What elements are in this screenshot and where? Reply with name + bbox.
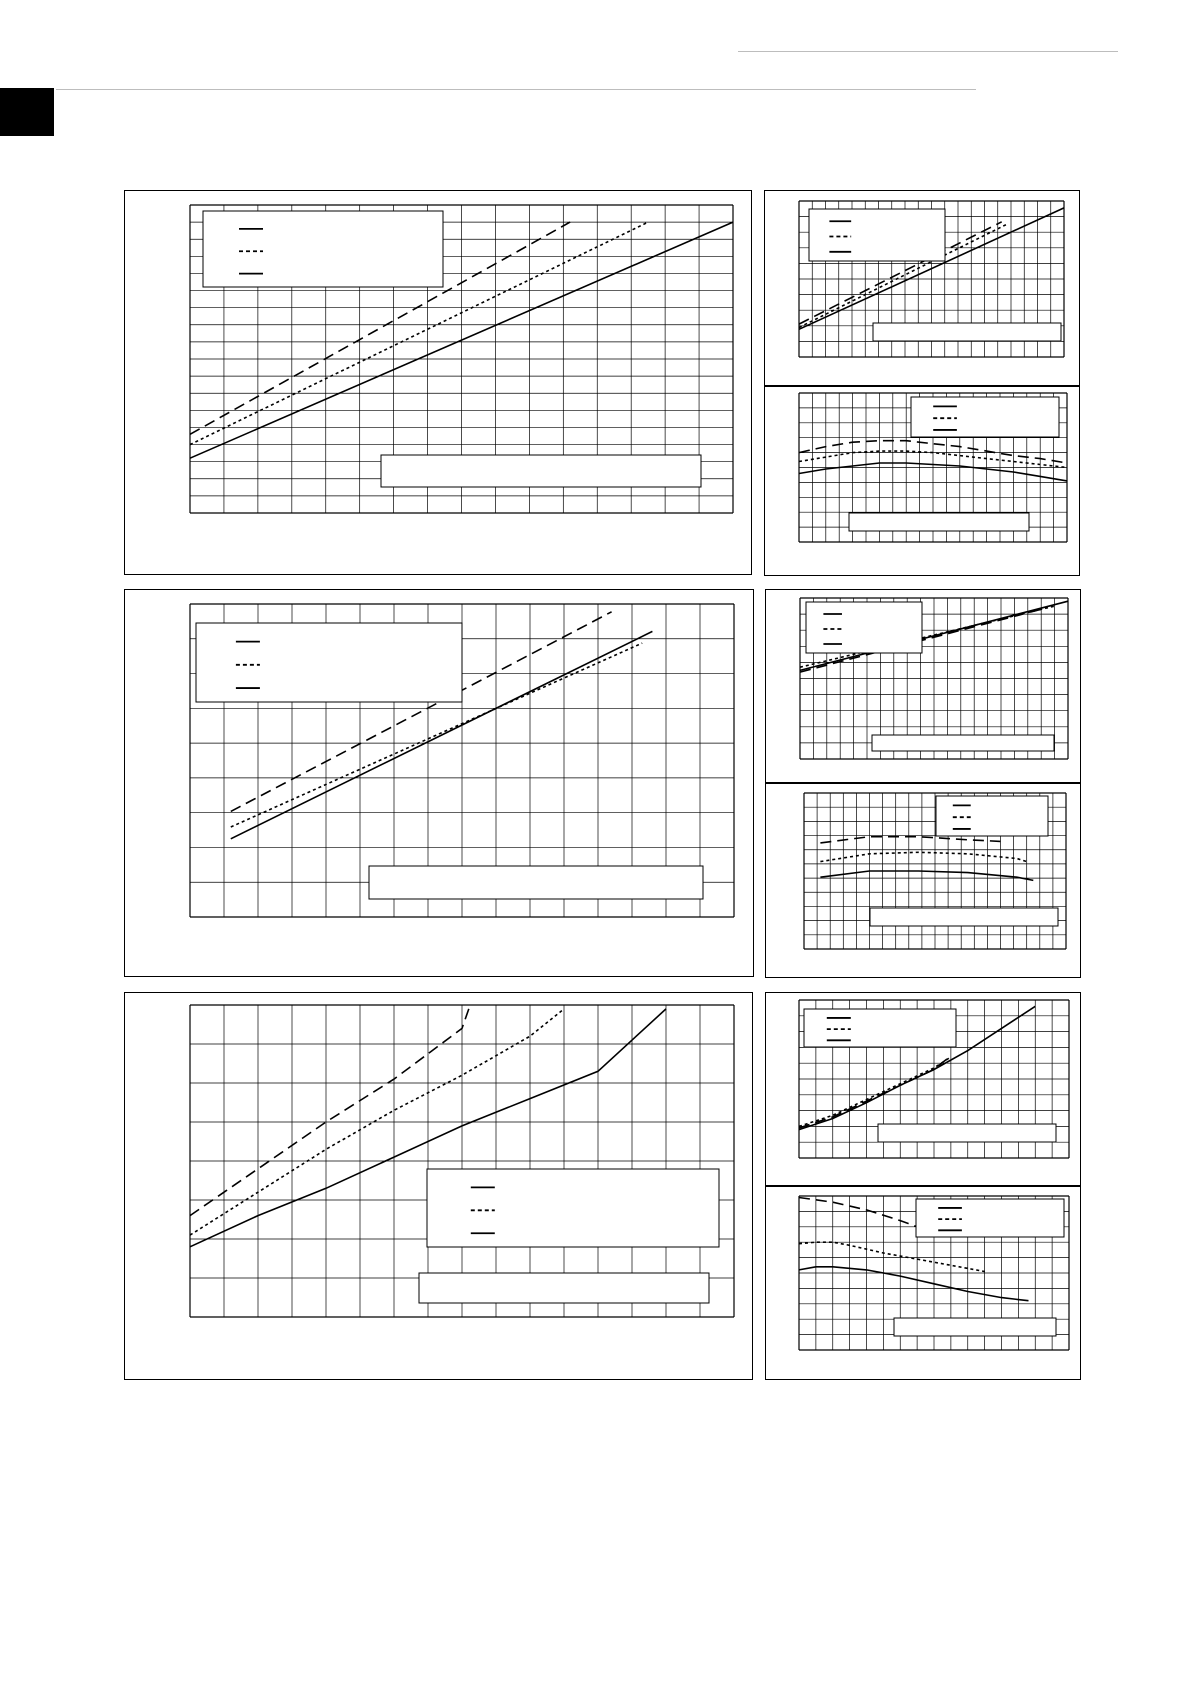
gridlines (190, 1005, 734, 1317)
legend-box (916, 1199, 1064, 1237)
series-line-dashed (799, 1059, 948, 1129)
series-line-dashed (820, 837, 1000, 843)
legend (804, 1009, 956, 1047)
caption-box (369, 866, 703, 899)
legend-box (806, 602, 922, 653)
chart-panel-4 (124, 589, 754, 977)
legend (936, 796, 1048, 836)
legend (203, 211, 443, 287)
caption-box (873, 323, 1061, 341)
legend-box (427, 1169, 719, 1247)
chart-panel-9 (765, 1186, 1081, 1380)
caption-box (849, 513, 1029, 531)
chart-panel-2 (764, 190, 1080, 386)
legend-box (804, 1009, 956, 1047)
header-rule-top (738, 51, 1118, 52)
chart-panel-8 (765, 992, 1081, 1186)
legend-box (936, 796, 1048, 836)
chart-panel-6 (765, 783, 1081, 978)
legend (806, 602, 922, 653)
series-line-dashed (799, 1198, 926, 1230)
caption-box (872, 735, 1054, 751)
legend (427, 1169, 719, 1247)
section-marker-block (0, 88, 54, 136)
chart-1 (125, 191, 753, 576)
caption-box (381, 455, 701, 487)
chart-7 (125, 993, 754, 1381)
chart-8 (766, 993, 1082, 1187)
legend-box (196, 623, 462, 702)
chart-panel-5 (765, 589, 1081, 783)
caption-box (894, 1318, 1056, 1336)
legend (916, 1199, 1064, 1237)
legend-box (911, 397, 1059, 437)
chart-panel-3 (764, 386, 1080, 576)
series-line-dotted (799, 1057, 951, 1127)
chart-6 (766, 784, 1082, 979)
legend-box (809, 209, 945, 261)
caption-box (870, 908, 1058, 926)
caption-box (878, 1124, 1056, 1142)
legend (809, 209, 945, 261)
legend (196, 623, 462, 702)
series-line-dotted (820, 852, 1026, 861)
series-line-solid (820, 871, 1033, 880)
chart-5 (766, 590, 1082, 784)
caption-box (419, 1273, 709, 1303)
legend-box (203, 211, 443, 287)
chart-panel-1 (124, 190, 752, 575)
series-line-solid (799, 1267, 1029, 1301)
legend (911, 397, 1059, 437)
chart-3 (765, 387, 1081, 577)
header-rule (56, 89, 976, 90)
chart-panel-7 (124, 992, 753, 1380)
chart-4 (125, 590, 755, 978)
chart-2 (765, 191, 1081, 387)
chart-9 (766, 1187, 1082, 1381)
